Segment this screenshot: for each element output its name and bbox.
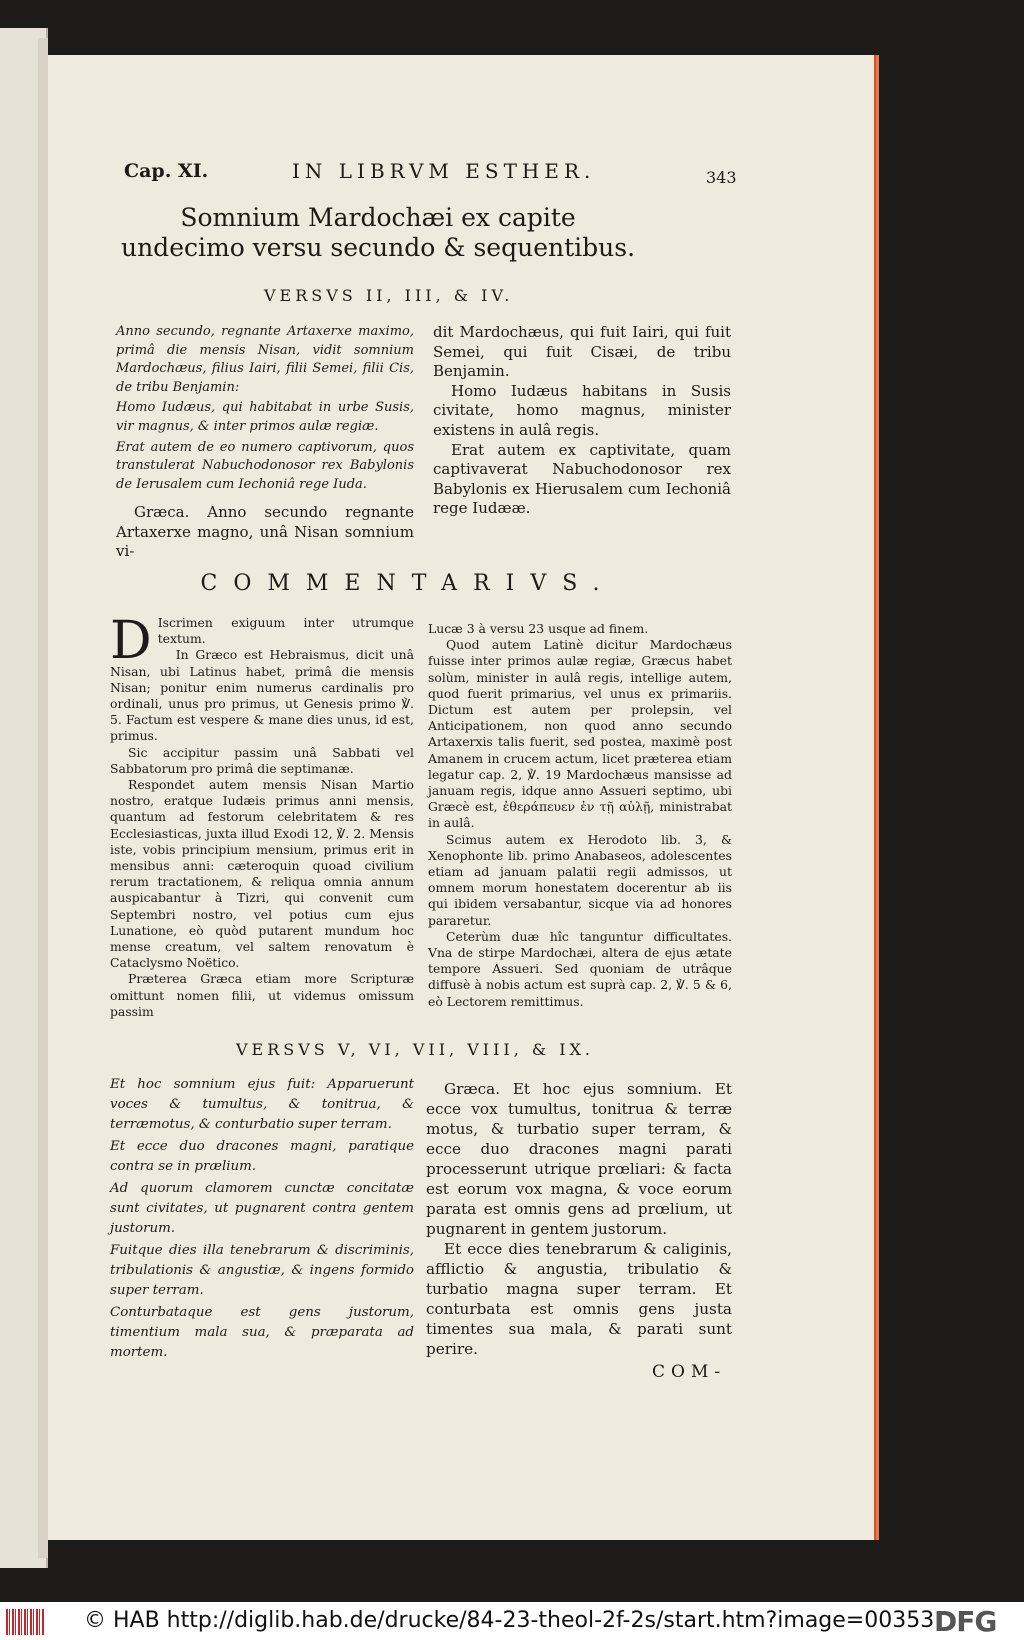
greek-translation-2 [426, 1079, 732, 1359]
verse-paragraph: Ad quorum clamorem cunctæ concitatæ sunt civitates, ut pugnarent contra gentem justorum. [110, 1181, 414, 1236]
commentary-paragraph: Sic accipitur passim unâ Sabbati vel Sabbatorum pro primâ die septimanæ. [110, 744, 414, 776]
commentary-paragraph: Iscrimen exiguum inter utrumque textum. [157, 615, 414, 647]
page-edge [38, 38, 48, 1558]
commentary-paragraph: Præterea Græca etiam more Scripturæ omittunt nomen filii, ut videmus omissum passim [110, 971, 414, 1019]
commentary-right-column [428, 621, 732, 1010]
section-heading-2: VERSVS V, VI, VII, VIII, & IX. [236, 1040, 594, 1059]
commentarius-heading: COMMENTARIVS. [200, 571, 616, 596]
commentary-paragraph: Lucæ 3 à versu 23 usque ad finem. [428, 621, 649, 636]
running-title: IN LIBRVM ESTHER. [292, 159, 596, 183]
verse-paragraph: Græca. Et hoc ejus somnium. Et ecce vox tumultus, tonitrua & terræ motus, & turbatio super terram, & ecce duo dracones magni parati processerunt utrique prœliari: & facta est eorum vox magna, & voce eorum parata est omnis gens ad prœlium, ut pugnarent in gentem justorum. [426, 1080, 732, 1238]
verse-paragraph: Et hoc somnium ejus fuit: Apparuerunt voces & tumultus, & tonitrua, & terræmotus, & conturbatio super terram. [110, 1077, 414, 1132]
commentary-paragraph: In Græco est Hebraismus, dicit unâ Nisan, ubi Latinus habet, primâ die mensis Nisan; ponitur enim numerus cardinalis pro ordinali, unus pro primus, ut Genesis primo ℣. 5. Factum est vespere & mane dies unus, id est, primus. [110, 647, 414, 744]
verse-paragraph: dit Mardochæus, qui fuit Iairi, qui fuit Semei, qui fuit Cisæi, de tribu Benjamin. [433, 323, 731, 381]
verse-paragraph: Anno secundo, regnante Artaxerxe maximo, primâ die mensis Nisan, vidit somnium Mardochæus, filius Iairi, filii Semei, filii Cis, de tribu Benjamin: [116, 324, 414, 395]
vulgate-text-2 [110, 1075, 414, 1365]
section-heading-1: VERSVS II, III, & IV. [264, 286, 514, 305]
commentary-paragraph: Ceterùm duæ hîc tanguntur difficultates. Vna de stirpe Mardochæi, altera de ejus ætate tempore Assueri. Sed quoniam de utrâque diffusè à nobis actum est suprà cap. 2, ℣. 5 & 6, eò Lectorem remittimus. [428, 928, 732, 1009]
chapter-label: Cap. XI. [124, 160, 209, 182]
footer-bar [0, 1602, 1024, 1640]
verse-paragraph: Erat autem de eo numero captivorum, quos transtulerat Nabuchodonosor rex Babylonis de Ierusalem cum Iechoniâ rege Iuda. [116, 439, 414, 492]
page-number: 343 [706, 168, 737, 187]
verse-paragraph: Græca. Anno secundo regnante Artaxerxe magno, unâ Nisan somnium vi- [116, 503, 414, 561]
verse-paragraph: Et ecce dies tenebrarum & caliginis, afflictio & angustia, tribulatio & turbatio magna super terram. Et conturbata est omnis gens justa timentes sua mala, & parati sunt perire. [426, 1240, 732, 1358]
verse-paragraph: Homo Iudæus, qui habitabat in urbe Susis, vir magnus, & inter primos aulæ regiæ. [116, 400, 414, 434]
verse-paragraph: Conturbataque est gens justorum, timentium mala sua, & præparata ad mortem. [110, 1305, 414, 1360]
copyright-url[interactable]: © HAB http://diglib.hab.de/drucke/84-23-theol-2f-2s/start.htm?image=00353 [84, 1608, 935, 1633]
page-title: Somnium Mardochæi ex capite undecimo versu secundo & sequentibus. [120, 203, 636, 262]
verse-paragraph: Fuitque dies illa tenebrarum & discriminis, tribulationis & angustiæ, & ingens formido super terram. [110, 1243, 414, 1298]
verse-paragraph: Homo Iudæus habitans in Susis civitate, homo magnus, minister existens in aulâ regis. [433, 381, 731, 439]
commentary-paragraph: Quod autem Latinè dicitur Mardochæus fuisse inter primos aulæ regiæ, Græcus habet solùm, minister in aulâ regis, intellige autem, quod fuerit primarius, vel unus ex primariis. Dictum est autem per prolepsin, vel Anticipationem, non quod anno secundo Artaxerxis talis fuerit, sed postea, maximè post Amanem in crucem actum, licet præterea etiam legatur cap. 2, ℣. 19 Mardochæus mansisse ad januam regis, idque anno Assueri septimo, ubi Græcè est, ἐθεράπευεν ἐν τῇ αὐλῇ, ministrabat in aulâ. [428, 637, 732, 831]
barcode-icon [6, 1609, 44, 1635]
commentary-left-column [110, 611, 414, 1020]
drop-cap: D [110, 611, 152, 671]
greek-translation-1 [433, 323, 731, 519]
vulgate-text-1 [116, 323, 414, 496]
commentary-paragraph: Respondet autem mensis Nisan Martio nostro, eratque Iudæis primus anni mensis, quantum ad festorum celebritatem & res Ecclesiasticas, juxta illud Exodi 12, ℣. 2. Mensis iste, vobis principium mensium, primus erit in mensibus anni: cæteroquin quoad civilium rerum tractationem, & reliqua omnia annum auspicabantur à Tizri, qui convenit cum Septembri nostro, vel potius cum ejus Lunatione, eò quòd putarent mundum hoc mense creatum, vel saltem renovatum è Cataclysmo Noëtico. [110, 777, 414, 971]
verse-paragraph: Et ecce duo dracones magni, paratique contra se in prælium. [110, 1139, 414, 1174]
commentary-paragraph: Scimus autem ex Herodoto lib. 3, & Xenophonte lib. primo Anabaseos, adolescentes etiam ad januam palatii regii admissos, ut omnem morum honestatem docerentur ab iis qui ibidem versabantur, sicque via ad honores pararetur. [428, 831, 732, 928]
verse-paragraph: Erat autem ex captivitate, quam captivaverat Nabuchodonosor rex Babylonis ex Hierusalem cum Iechoniâ rege Iudææ. [433, 440, 731, 518]
book-page [48, 55, 876, 1540]
graeca-start [116, 503, 414, 562]
dfg-logo: DFG [934, 1605, 997, 1638]
catchword: COM- [652, 1362, 727, 1382]
